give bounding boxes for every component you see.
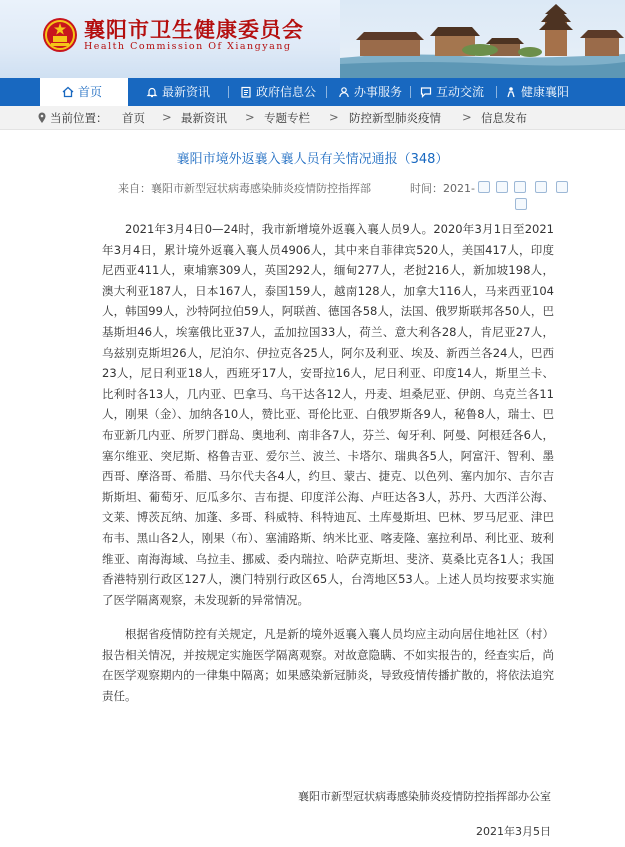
article-paragraph: 2021年3月4日0—24时，我市新增境外返襄入襄人员9人。2020年3月1日至2021年3月4日，累计境外返襄入襄人员4906人，其中来自菲律宾520人，美国417人，印度尼西亚411人，柬埔寨309人，英国292人，缅甸277人，老挝216人，新加坡198人，澳大利亚187人，日本167人，泰国159人，越南128人，加拿大116人，马来西亚104人，韩国99人，沙特阿拉伯59人，阿联酋、德国各58人，法国、俄罗斯联邦各50人，巴基斯坦46人，埃塞俄比亚37人，孟加拉国33人，荷兰、意大利各28人，肯尼亚27人，乌兹别克斯坦26人，尼泊尔、伊拉克各25人，阿尔及利亚、埃及、新西兰各24人，巴西23人，尼日利亚18人，西班牙17人，安哥拉16人，尼日利亚、印度14人，斯里兰卡、比利时各13人，几内亚、巴拿马、乌干达各12人，丹麦、坦桑尼亚、伊朗、乌克兰各11人，刚果（金）、加纳各10人，赞比亚、哥伦比亚、白俄罗斯各9人，秘鲁8人，瑞士、巴布亚新几内亚、所罗门群岛、奥地利、南非各7人，芬兰、匈牙利、阿曼、阿根廷各6人，塞尔维亚、突尼斯、格鲁吉亚、爱尔兰、波兰、卡塔尔、瑞典各5人，阿富汗、智利、墨西哥、摩洛哥、希腊、马尔代夫各4人，约旦、蒙古、捷克、以色列、塞内加尔、吉尔吉斯斯坦、葡萄牙、厄瓜多尔、吉布提、印度洋公海、卢旺达各3人，苏丹、大西洋公海、文莱、博茨瓦纳、加蓬、多哥、科威特、科特迪瓦、土库曼斯坦、巴林、罗马尼亚、津巴布韦、黑山各2人，刚果（布）、塞浦路斯、纳米比亚、喀麦隆、塞拉利昂、利比亚、玻利维亚、南海海域、乌拉圭、挪威、委内瑞拉、哈萨克斯坦、斐济、莫桑比克各1人；我国香港特别行政区127人，澳门特别行政区65人，台湾地区53人。上述人员均按要求实施了医学隔离观察，未发现新的异常情况。: [102, 222, 554, 607]
zoom-out-icon[interactable]: [514, 181, 526, 193]
breadcrumb-separator: >: [245, 110, 255, 124]
person-icon: [505, 86, 517, 98]
bell-icon: [146, 86, 158, 98]
nav-item-services[interactable]: [338, 78, 402, 106]
nav-item-interaction[interactable]: [420, 78, 484, 106]
nav-item-label: 互动交流: [436, 85, 485, 99]
nav-item-label: 健康襄阳: [521, 85, 570, 99]
breadcrumb-separator: >: [329, 110, 339, 124]
share-icon[interactable]: [478, 181, 490, 193]
nav-item-label: 最新资讯: [162, 85, 211, 99]
close-icon[interactable]: [515, 198, 527, 210]
main-nav: [0, 78, 625, 106]
nav-item-news[interactable]: [146, 78, 210, 106]
document-icon: [240, 86, 252, 98]
nav-item-label: 首页: [78, 85, 103, 99]
breadcrumb-special-topics[interactable]: 专题专栏: [264, 111, 310, 125]
nav-item-home[interactable]: [40, 78, 128, 106]
nav-separator: [410, 86, 411, 98]
site-title[interactable]: 襄阳市卫生健康委员会: [84, 18, 304, 42]
chat-icon: [420, 86, 432, 98]
people-icon: [338, 86, 350, 98]
site-subtitle: Health Commission Of Xiangyang: [84, 41, 292, 52]
article-body: [102, 219, 554, 707]
article-paragraph: 根据省疫情防控有关规定，凡是新的境外返襄入襄人员均应主动向居住地社区（村）报告相关情况，并按规定实施医学隔离观察。对故意隐瞒、不如实报告的，经查实后，尚在医学观察期内的一律集中隔离；如果感染新冠肺炎，导致疫情传播扩散的，将依法追究责任。: [102, 627, 554, 704]
home-icon: [62, 86, 74, 98]
nav-item-healthy-xiangyang[interactable]: [505, 78, 569, 106]
breadcrumb-latest-news[interactable]: 最新资讯: [181, 111, 227, 125]
zoom-in-icon[interactable]: [496, 181, 508, 193]
nav-separator: [496, 86, 497, 98]
nav-item-label: 政府信息公: [256, 85, 317, 99]
article-signature: 襄阳市新型冠状病毒感染肺炎疫情防控指挥部办公室: [298, 790, 551, 803]
print-icon[interactable]: [535, 181, 547, 193]
breadcrumb-info-release[interactable]: 信息发布: [481, 111, 527, 125]
nav-item-gov-info[interactable]: [240, 78, 316, 106]
nav-separator: [326, 86, 327, 98]
national-emblem-icon[interactable]: [42, 16, 78, 54]
nav-item-label: 办事服务: [354, 85, 403, 99]
article-time: 时间：2021-: [410, 182, 475, 195]
article-source: 来自：襄阳市新型冠状病毒感染肺炎疫情防控指挥部: [118, 182, 371, 195]
nav-separator: [228, 86, 229, 98]
location-pin-icon: [37, 112, 47, 127]
breadcrumb-home[interactable]: 首页: [122, 111, 145, 125]
breadcrumb-prefix: 当前位置：: [50, 111, 108, 125]
favorite-icon[interactable]: [556, 181, 568, 193]
site-header: [0, 0, 625, 78]
breadcrumb-epidemic-control[interactable]: 防控新型肺炎疫情: [349, 111, 441, 125]
breadcrumb-separator: >: [162, 110, 172, 124]
breadcrumb-separator: >: [462, 110, 472, 124]
breadcrumb: [0, 106, 625, 130]
article-title: 襄阳市境外返襄入襄人员有关情况通报（348）: [176, 152, 449, 167]
city-scenery-image: [340, 0, 625, 78]
article-date: 2021年3月5日: [476, 825, 551, 838]
